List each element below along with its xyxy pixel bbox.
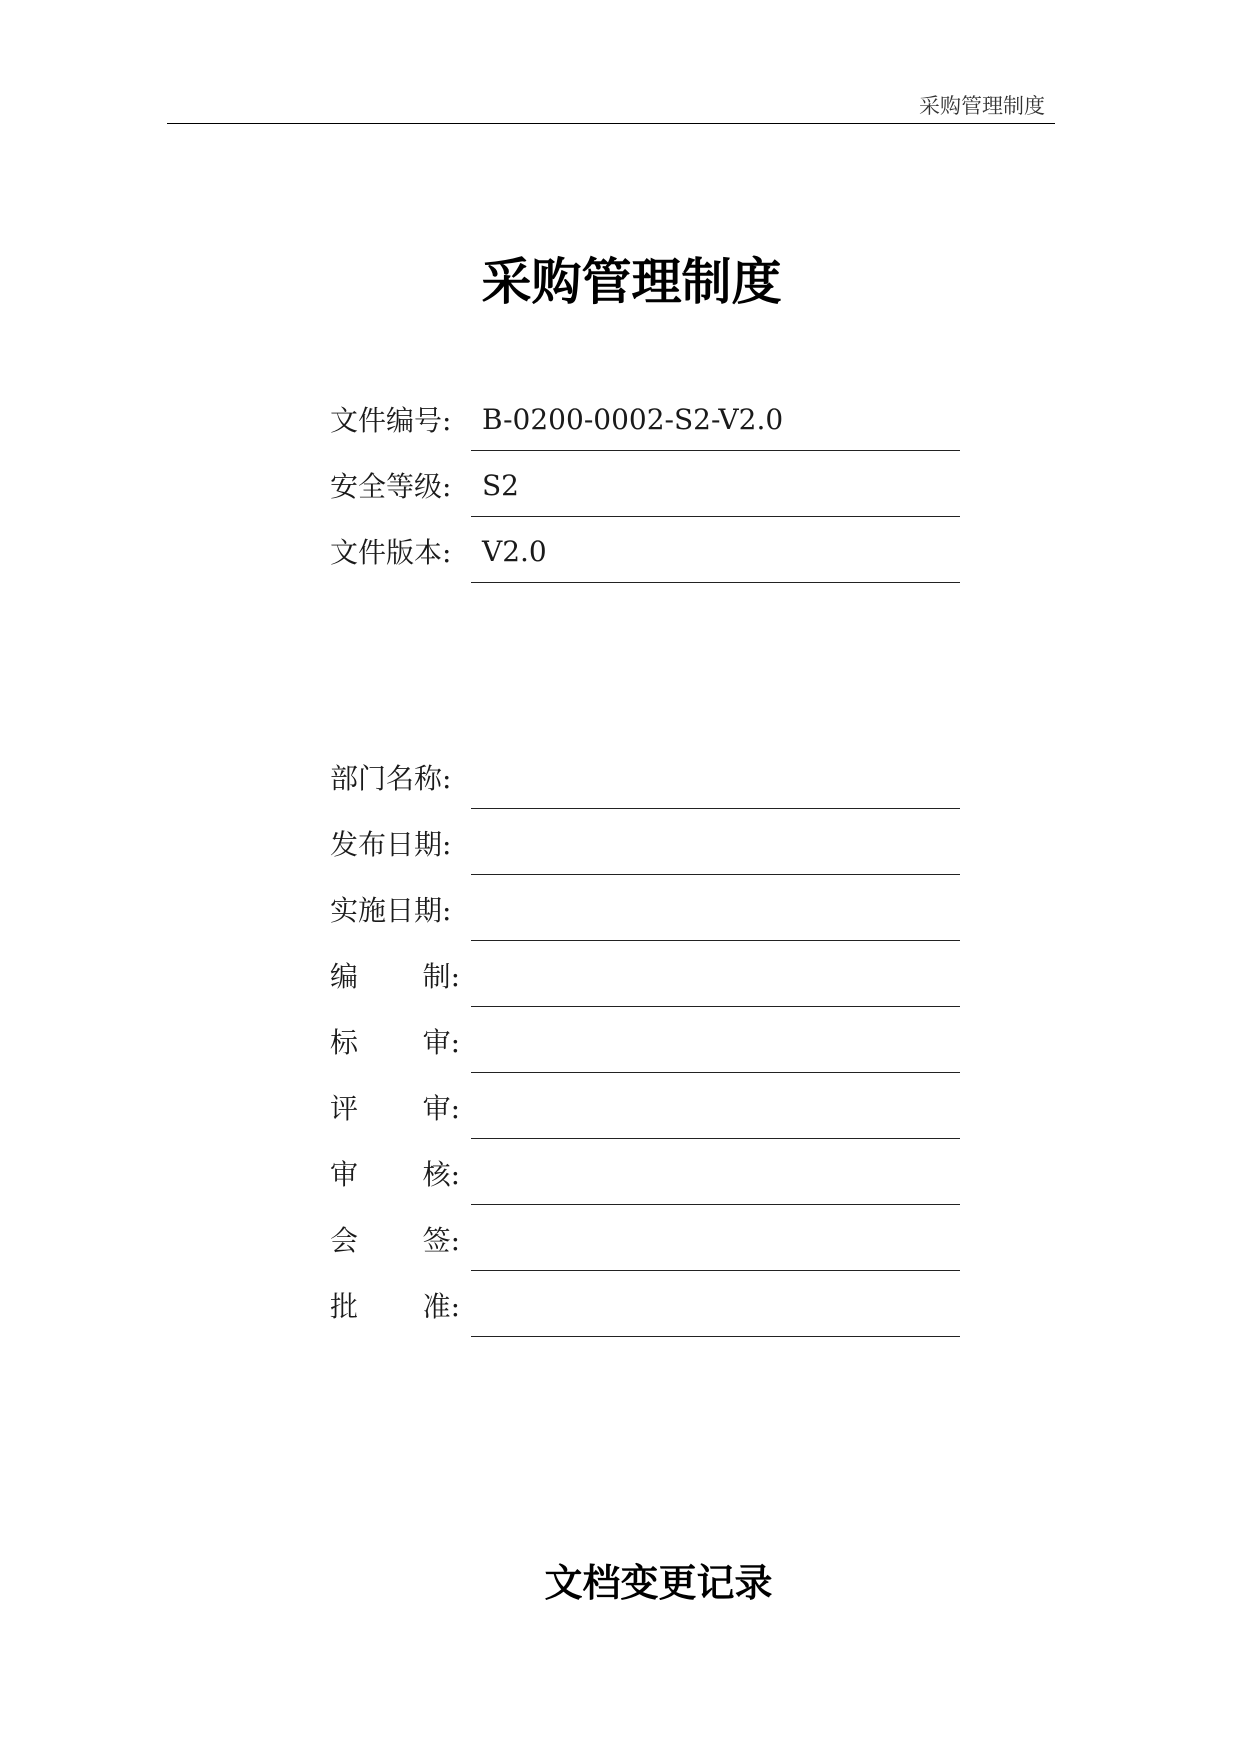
field-standard-review: [330, 1007, 960, 1073]
field-label: 安全等级:: [330, 470, 452, 503]
document-title: 采购管理制度: [481, 253, 782, 311]
field-countersign: [330, 1205, 960, 1271]
field-label: 编 制:: [330, 960, 460, 993]
change-log-title: 文档变更记录: [544, 1561, 773, 1605]
field-security-level: [330, 451, 960, 517]
field-value-line[interactable]: [471, 1289, 960, 1337]
field-document-version: [330, 517, 960, 583]
field-label: 文件编号:: [330, 404, 452, 437]
field-document-number: [330, 385, 960, 451]
field-value: V2.0: [482, 535, 547, 568]
field-department-name: [330, 743, 960, 809]
field-value-line[interactable]: [471, 403, 960, 451]
field-label: 批 准:: [330, 1290, 460, 1323]
field-value-line[interactable]: [471, 1223, 960, 1271]
field-label: 评 审:: [330, 1092, 460, 1125]
field-label: 审 核:: [330, 1158, 460, 1191]
field-release-date: [330, 809, 960, 875]
field-value-line[interactable]: [471, 959, 960, 1007]
field-value-line[interactable]: [471, 827, 960, 875]
field-label: 文件版本:: [330, 536, 452, 569]
field-value-line[interactable]: [471, 1157, 960, 1205]
field-approved-by: [330, 1271, 960, 1337]
field-value-line[interactable]: [471, 535, 960, 583]
field-value-line[interactable]: [471, 893, 960, 941]
field-value-line[interactable]: [471, 761, 960, 809]
field-label: 发布日期:: [330, 828, 452, 861]
field-audit: [330, 1139, 960, 1205]
field-value-line[interactable]: [471, 1091, 960, 1139]
field-prepared-by: [330, 941, 960, 1007]
field-value: S2: [482, 469, 519, 502]
field-value-line[interactable]: [471, 469, 960, 517]
running-header: [167, 94, 1055, 124]
field-label: 实施日期:: [330, 894, 452, 927]
field-value: B-0200-0002-S2-V2.0: [482, 403, 784, 436]
field-label: 会 签:: [330, 1224, 460, 1257]
field-value-line[interactable]: [471, 1025, 960, 1073]
running-header-title: 采购管理制度: [919, 94, 1045, 118]
field-effective-date: [330, 875, 960, 941]
field-evaluation-review: [330, 1073, 960, 1139]
field-label: 标 审:: [330, 1026, 460, 1059]
field-label: 部门名称:: [330, 762, 452, 795]
